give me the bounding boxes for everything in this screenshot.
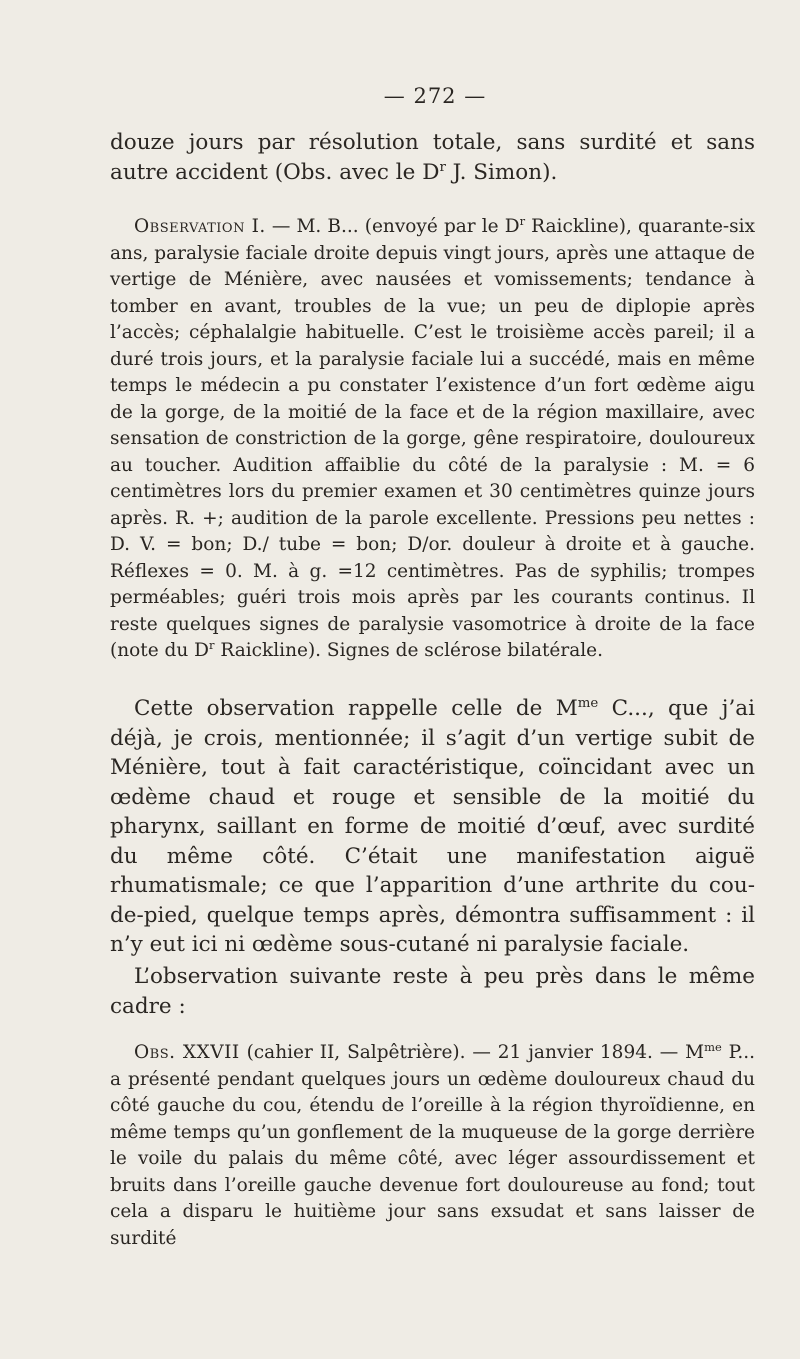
paragraph-observation-suivante: L’observation suivante reste à peu près dans le même cadre : xyxy=(110,964,755,1019)
page-number: — 272 — xyxy=(383,84,487,108)
observation-1: Observation I. — M. B... (envoyé par le $D^r$ Raickline), quarante-six ans, paralysie faciale droite depuis vingt jours, après une attaque de vertige de Ménière, avec nausées et vomissements; tendance à tomber en avant, troubles de la vue; un peu de diplopie après l’accès; céphalalgie habituelle. C’est le troisième accès pareil; il a duré trois jours, et la paralysie faciale lui a succédé, mais en même temps le médecin a pu constater l’existence d’un fort œdème aigu de la gorge, de la moitié de la face et de la région maxillaire, avec sensation de constriction de la gorge, gêne respiratoire, douloureux au toucher. Audition affaiblie du côté de la paralysie : M. = 6 centimètres lors du premier examen et 30 centimètres quinze jours après. R. +; audition de la parole excellente. Pressions peu nettes : D. V. = bon; D./ tube = bon; D/or. douleur à droite et à gauche. Réflexes = 0. M. à g. =12 centimètres. Pas de syphilis; trompes perméables; guéri trois mois après par les courants continus. Il reste quelques signes de paralysie vasomotrice à droite de la face (note du $D^r$ Raickline). Signes de sclérose bilatérale. xyxy=(110,213,755,661)
observation-27: Obs. XXVII (cahier II, Salpêtrière). — 21 janvier 1894. — $M^{me}$ P... a présenté pendant quelques jours un œdème douloureux chaud du côté gauche du cou, étendu de l’oreille à la région thyroïdienne, en même temps qu’un gonflement de la muqueuse de la gorge derrière le voile du palais du même côté, avec léger assourdissement et bruits dans l’oreille gauche devenue fort douloureuse au fond; tout cela a disparu le huitième jour sans exsudat et sans laisser de surdité xyxy=(110,1039,755,1249)
observation-label: Obs. XXVII xyxy=(134,1042,240,1063)
paragraph-intro: douze jours par résolution totale, sans surdité et sans autre accident (Obs. avec le $D^r$ J. Simon). xyxy=(110,130,755,185)
observation-label: Observation I. xyxy=(134,216,266,237)
paragraph-cette-observation: Cette observation rappelle celle de $M^{me}$ C..., que j’ai déjà, je crois, mentionnée; il s’agit d’un vertige subit de Ménière, tout à fait caractéristique, coïncidant avec un œdème chaud et rouge et sensible de la moitié du pharynx, saillant en forme de moitié d’œuf, avec surdité du même côté. C’était une manifestation aiguë rhumatismale; ce que l’apparition d’une arthrite du cou-de-pied, quelque temps après, démontra suffisamment : il n’y eut ici ni œdème sous-cutané ni paralysie faciale. xyxy=(110,695,755,957)
